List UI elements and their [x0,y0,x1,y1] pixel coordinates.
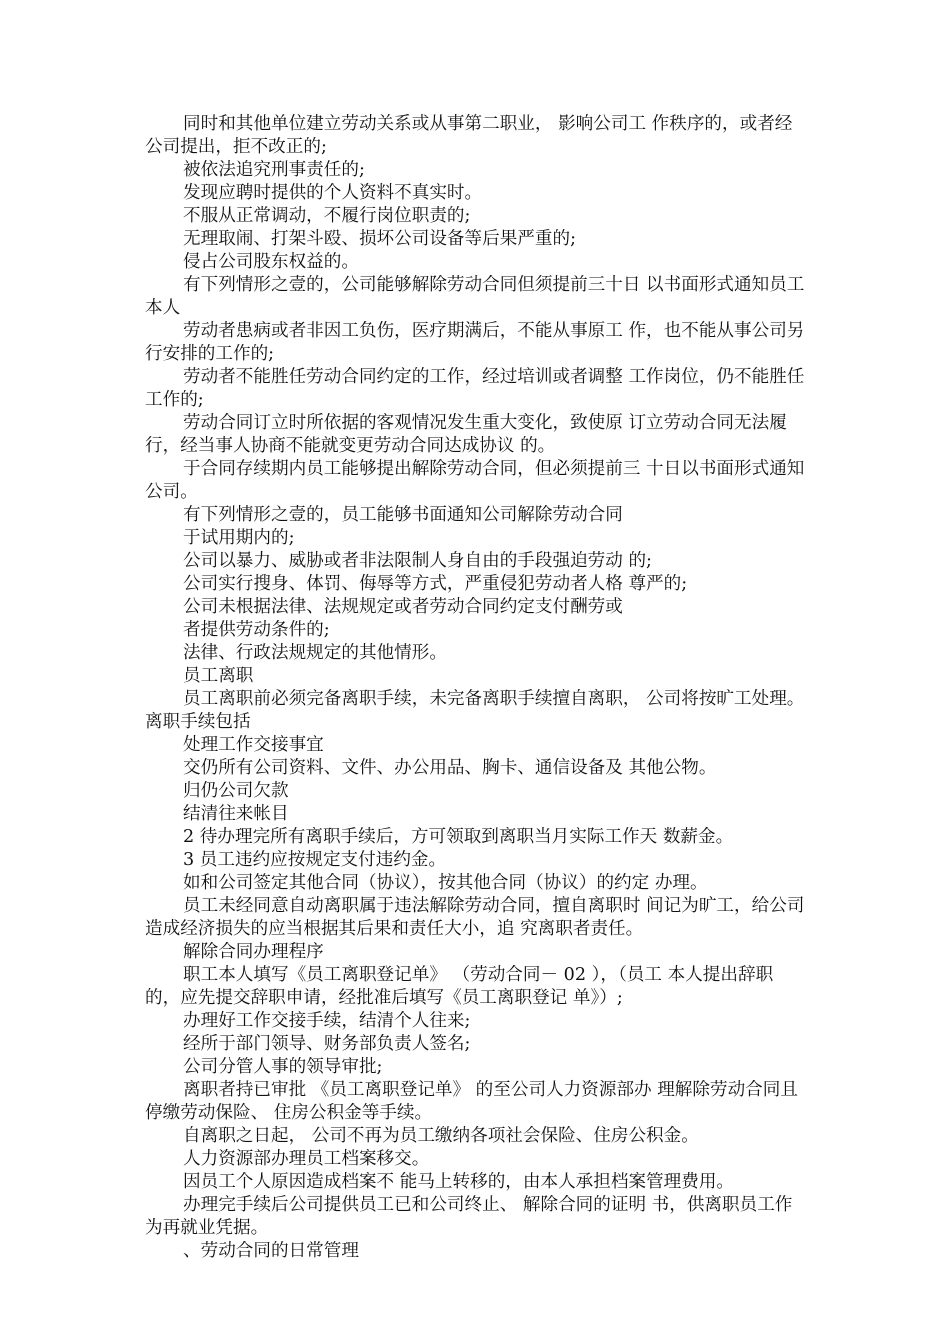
paragraph: 办理好工作交接手续，结清个人往来; [183,1011,471,1031]
paragraph: 发现应聘时提供的个人资料不真实时。 [183,183,483,203]
paragraph: 公司分管人事的领导审批; [183,1057,383,1077]
paragraph: 员工离职前必须完备离职手续，未完备离职手续擅自离职， 公司将按旷工处理。离职手续包括 [145,689,805,732]
paragraph: 结清往来帐目 [183,804,289,824]
paragraph: 办理完手续后公司提供员工已和公司终止、 解除合同的证明 书，供离职员工作为再就业凭据。 [145,1195,793,1238]
paragraph: 于合同存续期内员工能够提出解除劳动合同，但必须提前三 十日以书面形式通知公司。 [145,459,805,502]
paragraph: 不服从正常调动，不履行岗位职责的; [183,206,471,226]
paragraph: 员工未经同意自动离职属于违法解除劳动合同，擅自离职时 间记为旷工，给公司造成经济损失的应当根据其后果和责任大小，追 究离职者责任。 [145,896,805,939]
paragraph: 无理取闹、打架斗殴、损坏公司设备等后果严重的; [183,229,576,249]
paragraph: 劳动者患病或者非因工负伤，医疗期满后，不能从事原工 作，也不能从事公司另行安排的工作的; [145,321,805,364]
paragraph: 有下列情形之壹的，员工能够书面通知公司解除劳动合同 [183,505,623,525]
paragraph: 如和公司签定其他合同（协议），按其他合同（协议）的约定 办理。 [183,873,708,893]
paragraph: 同时和其他单位建立劳动关系或从事第二职业， 影响公司工 作秩序的，或者经公司提出，拒不改正的; [145,114,793,157]
paragraph: 被依法追究刑事责任的; [183,160,365,180]
paragraph: 者提供劳动条件的; [183,620,330,640]
paragraph: 公司以暴力、威胁或者非法限制人身自由的手段强迫劳动 的; [183,551,652,571]
paragraph: 处理工作交接事宜 [183,735,324,755]
paragraph: 劳动合同订立时所依据的客观情况发生重大变化，致使原 订立劳动合同无法履行，经当事人协商不能就变更劳动合同达成协议 的。 [145,413,787,456]
section-heading: 解除合同办理程序 [183,942,324,962]
paragraph: 离职者持已审批 《员工离职登记单》 的至公司人力资源部办 理解除劳动合同且停缴劳动保险、 住房公积金等手续。 [145,1080,798,1123]
paragraph: 归仍公司欠款 [183,781,289,801]
paragraph: 经所于部门领导、财务部负责人签名; [183,1034,471,1054]
paragraph: 2 待办理完所有离职手续后，方可领取到离职当月实际工作天 数薪金。 [183,827,734,847]
paragraph: 公司实行搜身、体罚、侮辱等方式，严重侵犯劳动者人格 尊严的; [183,574,688,594]
section-heading: 员工离职 [183,666,254,686]
paragraph: 法律、行政法规规定的其他情形。 [183,643,447,663]
paragraph: 劳动者不能胜任劳动合同约定的工作，经过培训或者调整 工作岗位，仍不能胜任工作的; [145,367,805,410]
document-body [145,113,805,1263]
paragraph: 公司未根据法律、法规规定或者劳动合同约定支付酬劳或 [183,597,623,617]
paragraph: 职工本人填写《员工离职登记单》 （劳动合同－ 02 ），（员工 本人提出辞职的，应先提交辞职申请，经批准后填写《员工离职登记 单》）; [145,965,774,1008]
section-heading: 、劳动合同的日常管理 [183,1241,359,1261]
paragraph: 人力资源部办理员工档案移交。 [183,1149,430,1169]
paragraph: 有下列情形之壹的，公司能够解除劳动合同但须提前三十日 以书面形式通知员工本人 [145,275,805,318]
paragraph: 交仍所有公司资料、文件、办公用品、胸卡、通信设备及 其他公物。 [183,758,717,778]
paragraph: 因员工个人原因造成档案不 能马上转移的，由本人承担档案管理费用。 [183,1172,735,1192]
paragraph: 3 员工违约应按规定支付违约金。 [183,850,447,870]
paragraph: 侵占公司股东权益的。 [183,252,359,272]
paragraph: 于试用期内的; [183,528,295,548]
paragraph: 自离职之日起， 公司不再为员工缴纳各项社会保险、住房公积金。 [183,1126,699,1146]
